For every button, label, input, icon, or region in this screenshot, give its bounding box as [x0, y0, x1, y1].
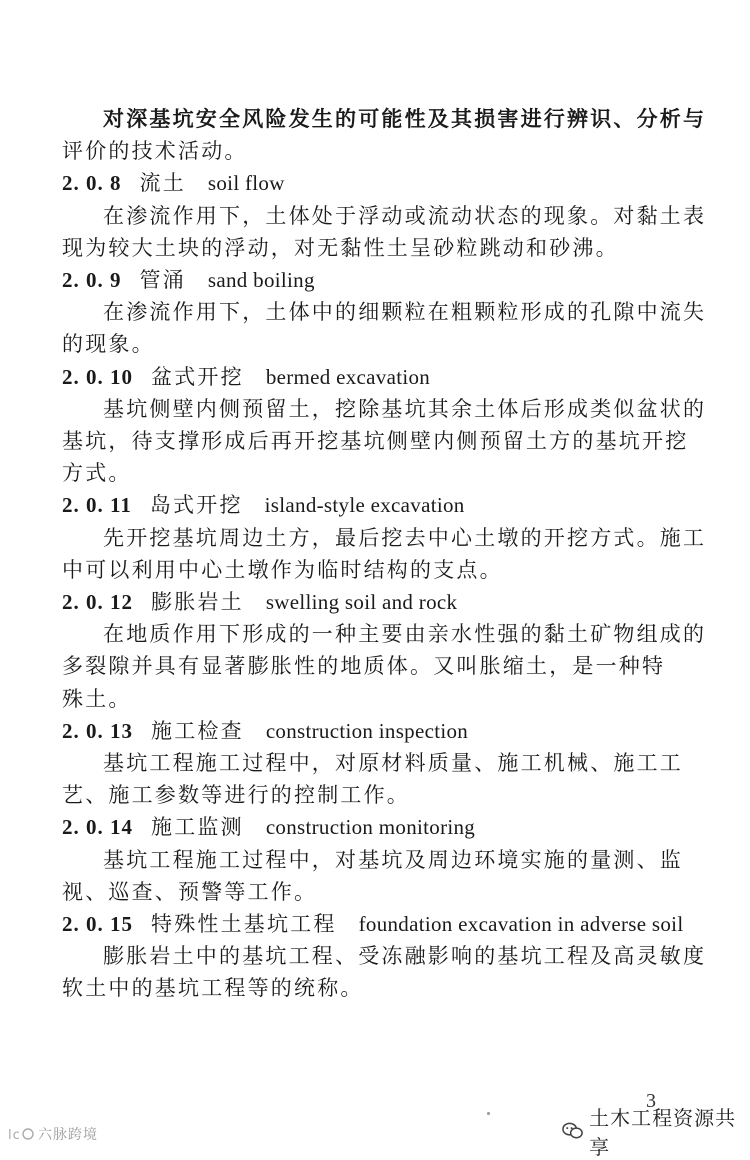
- paragraph-line: 评价的技术活动。: [62, 139, 248, 164]
- term-english: construction monitoring: [265, 815, 476, 840]
- term-heading: [0, 812, 750, 842]
- term-heading: [0, 168, 750, 198]
- term-heading: [0, 716, 750, 746]
- paragraph-line: 中可以利用中心土墩作为临时结构的支点。: [62, 557, 503, 582]
- paragraph-first-line: 膨胀岩土中的基坑工程、受冻融影响的基坑工程及高灵敏度: [103, 944, 707, 969]
- wechat-icon: [562, 1121, 583, 1141]
- speck: [487, 1112, 490, 1115]
- paragraph-first-line: 在渗流作用下，土体处于浮动或流动状态的现象。对黏土表: [103, 203, 707, 228]
- paragraph-line: 方式。: [62, 461, 132, 486]
- paragraph-first-line: 基坑侧壁内侧预留土，挖除基坑其余土体后形成类似盆状的: [103, 396, 707, 421]
- clause-number: 2. 0. 12: [62, 590, 133, 614]
- clause-number: 2. 0. 14: [62, 815, 133, 840]
- page-number: 3: [646, 1090, 656, 1112]
- paragraph-line: 对深基坑安全风险发生的可能性及其损害进行辨识、分析与: [103, 106, 707, 131]
- paragraph-line: 软土中的基坑工程等的统称。: [62, 976, 364, 1001]
- paragraph-line: 的现象。: [62, 332, 155, 357]
- term-english: soil flow: [207, 171, 285, 196]
- term-heading: [0, 362, 750, 392]
- paragraph-line: 现为较大土块的浮动，对无黏性土呈砂粒跳动和砂沸。: [62, 235, 619, 260]
- term-heading: [0, 909, 750, 939]
- term-chinese: 盆式开挖: [151, 364, 244, 389]
- paragraph-first-line: 先开挖基坑周边土方，最后挖去中心土墩的开挖方式。施工: [103, 525, 707, 550]
- term-english: foundation excavation in adverse soil: [358, 912, 684, 936]
- term-heading: [0, 265, 750, 295]
- paragraph-first-line: 基坑工程施工过程中，对基坑及周边环境实施的量测、监: [103, 847, 683, 872]
- clause-number: 2. 0. 15: [62, 912, 133, 936]
- clause-number: 2. 0. 8: [62, 171, 122, 196]
- clause-number: 2. 0. 13: [62, 718, 133, 743]
- wechat-watermark: [562, 1102, 750, 1160]
- term-chinese: 膨胀岩土: [151, 590, 244, 614]
- paragraph-line: 基坑，待支撑形成后再开挖基坑侧壁内侧预留土方的基坑开挖: [62, 429, 689, 453]
- term-heading: [0, 490, 750, 520]
- term-english: bermed excavation: [265, 364, 431, 389]
- clause-number: 2. 0. 11: [62, 493, 132, 518]
- term-english: swelling soil and rock: [265, 590, 458, 614]
- paragraph-line: 艺、施工参数等进行的控制工作。: [62, 783, 410, 808]
- paragraph-line: 视、巡查、预警等工作。: [62, 879, 318, 904]
- svg-text:lc: lc: [8, 1128, 21, 1142]
- term-chinese: 流土: [139, 171, 186, 196]
- clause-number: 2. 0. 9: [62, 268, 122, 292]
- corner-watermark: [8, 1124, 98, 1144]
- logo-icon: [8, 1126, 34, 1142]
- term-heading: [0, 587, 750, 617]
- term-chinese: 施工监测: [151, 815, 244, 840]
- term-chinese: 特殊性土基坑工程: [151, 912, 337, 936]
- paragraph-first-line: 在渗流作用下，土体中的细颗粒在粗颗粒形成的孔隙中流失: [103, 300, 707, 325]
- watermark-left-text: 六脉跨境: [38, 1127, 98, 1143]
- paragraph-line: 殊土。: [62, 686, 132, 711]
- term-chinese: 管涌: [139, 268, 186, 292]
- clause-number: 2. 0. 10: [62, 364, 133, 389]
- term-chinese: 施工检查: [151, 718, 244, 743]
- paragraph-first-line: 基坑工程施工过程中，对原材料质量、施工机械、施工工: [103, 751, 683, 775]
- term-english: construction inspection: [265, 718, 469, 743]
- term-chinese: 岛式开挖: [149, 493, 243, 518]
- paragraph-line: 多裂隙并具有显著膨胀性的地质体。又叫胀缩土，是一种特: [62, 654, 666, 679]
- paragraph-first-line: 在地质作用下形成的一种主要由亲水性强的黏土矿物组成的: [103, 622, 707, 647]
- term-english: island-style excavation: [264, 493, 465, 518]
- term-english: sand boiling: [207, 268, 315, 292]
- watermark-right-text: 土木工程资源共享: [589, 1106, 737, 1159]
